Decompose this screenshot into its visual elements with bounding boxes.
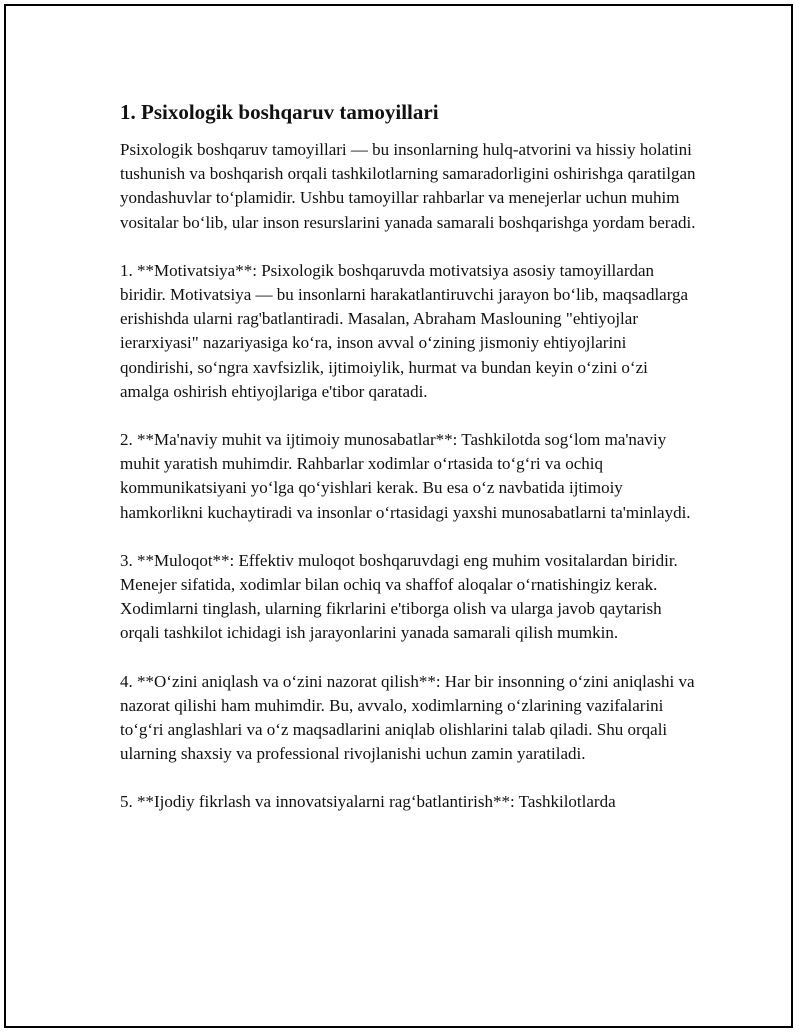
intro-paragraph: Psixologik boshqaruv tamoyillari — bu insonlarning hulq-atvorini va hissiy holatini tushunish va boshqarish orqali tashkilotlarning samaradorligini oshirishga qaratilgan yondashuvlar to‘plamidir. Ushbu tamoyillar rahbarlar va menejerlar uchun muhim vositalar bo‘lib, ular inson resurslarini yanada samarali boshqarishga yordam beradi.	[120, 140, 696, 232]
paragraph-creative-thinking: 5. **Ijodiy fikrlash va innovatsiyalarni rag‘batlantirish**: Tashkilotlarda	[120, 792, 616, 812]
paragraph-communication: 3. **Muloqot**: Effektiv muloqot boshqaruvdagi eng muhim vositalardan biridir. Menejer sifatida, xodimlar bilan ochiq va shaffof aloqalar o‘rnatishingiz kerak. Xodimlarni tinglash, ularning fikrlarini e'tiborga olish va ularga javob qaytarish orqali tashkilot ichidagi ish jarayonlarini yanada samarali qilish mumkin.	[120, 550, 678, 643]
paragraph-self-control: 4. **O‘zini aniqlash va o‘zini nazorat qilish**: Har bir insonning o‘zini aniqlashi va nazorat qilishi ham muhimdir. Bu, avvalo, xodimlarning o‘zlarining vazifalarini to‘g‘ri anglashlari va o‘z maqsadlarini aniqlab olishlarini talab qiladi. Shu orqali ularning shaxsiy va professional rivojlanishi uchun zamin yaratiladi.	[120, 671, 695, 764]
document-heading: 1. Psixologik boshqaruv tamoyillari	[120, 100, 439, 124]
document-body	[120, 98, 700, 815]
paragraph-spiritual-environment: 2. **Ma'naviy muhit va ijtimoiy munosabatlar**: Tashkilotda sog‘lom ma'naviy muhit yaratish muhimdir. Rahbarlar xodimlar o‘rtasida to‘g‘ri va ochiq kommunikatsiyani yo‘lga qo‘yishlari kerak. Bu esa o‘z navbatida ijtimoiy hamkorlikni kuchaytiradi va insonlar o‘rtasidagi yaxshi munosabatlarni ta'minlaydi.	[120, 430, 691, 522]
page-frame	[4, 4, 793, 1028]
paragraph-motivation: 1. **Motivatsiya**: Psixologik boshqaruvda motivatsiya asosiy tamoyillardan biridir. Motivatsiya — bu insonlarni harakatlantiruvchi jarayon bo‘lib, maqsadlarga erishishda ularni rag'batlantiradi. Masalan, Abraham Maslouning "ehtiyojlar ierarxiyasi" nazariyasiga ko‘ra, inson avval o‘zining jismoniy ehtiyojlarini qondirishi, so‘ngra xavfsizlik, ijtimoiylik, hurmat va bundan keyin o‘zini o‘zi amalga oshirish ehtiyojlariga e'tibor qaratadi.	[120, 260, 689, 401]
